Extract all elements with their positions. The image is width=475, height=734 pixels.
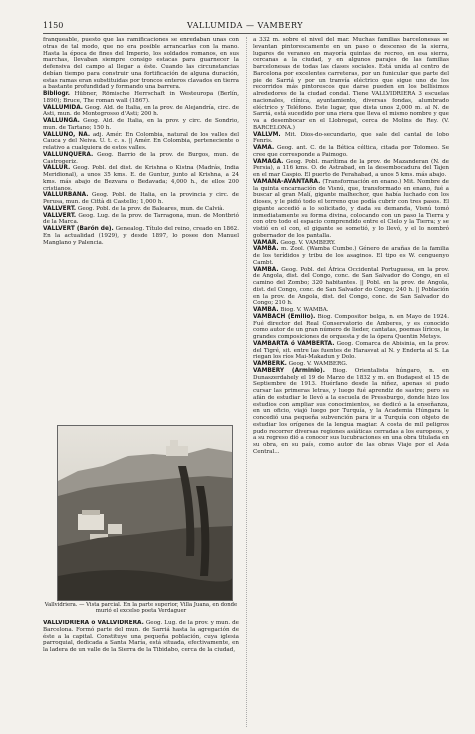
entry-text: Geog. Pobl. del África Occidental Portuguesa, en la prov. de Angola, dist. del Congo, conc. de San Salvador do Congo, en el camino del Zombo; 320 habitantes. || Pobl. en la prov. de Angola, dist. del Congo, conc. de San Salvador do Congo; 240 h. || Población en la prov. de Angola, dist. del Congo, conc. de San Salvador do Congo; 210 h. <box>253 266 449 307</box>
column-separator <box>246 37 247 727</box>
dictionary-entry <box>253 341 449 361</box>
dictionary-entry <box>253 361 449 368</box>
dictionary-entry <box>43 192 239 206</box>
entry-headword: VALLUNO, NA. <box>43 131 91 138</box>
page-number: 1150 <box>43 21 64 30</box>
entry-text: Geog. ant. C. de la Bética céltica, citada por Tolomeo. Se cree que corresponde a Paimogo. <box>253 145 449 158</box>
entry-headword: VALLUMIDA. <box>43 104 84 111</box>
dictionary-entry <box>253 132 449 146</box>
dictionary-entry <box>43 91 239 105</box>
dictionary-entry <box>43 132 239 152</box>
entry-text: Geog. Pobl. del dist. de Krishna o Kistna (Madrás, India Meridional), a unos 35 kms. E. de Guntur, junto al Krishna, a 24 kms. más abajo de Bezvara o Bedavada; 4,000 h., de ellos 200 cristianos. <box>43 165 239 192</box>
entry-text: Mit. Dios-do-secundario, que sale del cantal de lobo Fenris. <box>253 131 449 145</box>
entry-text: Geog. V. WAMBERG. <box>288 361 348 367</box>
dictionary-entry <box>43 226 239 246</box>
entry-text: Geog. Pobl. de la prov. de Baleares, mun. de Calvià. <box>77 205 225 212</box>
entry-text: Geog. Ald. de Italia, en la prov. y circ. de Sondrio, mun. de Tartano; 150 h. <box>43 118 239 131</box>
entry-headword: VAMBARTA ó VAMBERTA. <box>253 340 335 347</box>
entry-text: Geog. Ald. de Italia, en la prov. de Alejandría, circ. de Asti, mun. de Montegrosso d'Asti; 200 h. <box>43 104 239 118</box>
entry-headword: VAMBA. <box>253 266 279 273</box>
dictionary-entry <box>43 37 239 91</box>
entry-headword: VALLVERT. <box>43 205 77 212</box>
entry-text: franqueable, puesto que las ramificaciones se enredaban unas con otras de tal modo, que no era posible arrancarlas con la mano. Hasta la época de fines del Imperio, los soldados romanos, en sus marchas, llevaban siempre consigo estacas para guarnecer la defensiva del campo al llegar a éste. Cuando las circunstancias debían tiempo para construir una fortificación de alguna duración, estas ramas eran substituidas por troncos enteros clavados en tierra a bastante profundidad y formando una barrera. <box>43 37 239 91</box>
entry-text: Biog. Compositor belga, n. en Mayo de 1924. Fué director del Real Conservatorio de Amberes, y es conocido como autor de un gran número de lieder, cantatas, poemas líricos, le grandes composiciones de orquesta y de la ópera Quentin Metsys. <box>253 313 449 340</box>
entry-text: adj. Amér. En Colombia, natural de los valles del Cauca y del Neiva. U. t. c. s. || Amér. En Colombia, perteneciente o relativo a cualquiera de estos valles. <box>43 131 239 151</box>
entry-text: (Transformación en enano.) Mit. Nombre de la quinta encarnación de Visnú, que, transformado en enano, fué a buscar al gran Malí, gigante malhechor, que había luchado con los dioses, y le pidió todo el terreno que podía cubrir con tres pasos. El gigante accedió a lo solicitado, y dada su demanda, Visnú tomó inmediatamente su forma divina, colocando con un paso la Tierra y con otro todo el espacio comprendido entre el Cielo y la Tierra; y se vistió en el con, el gigante se sometió, y lo llevó, y el lo nombró gobernador de los pantalla. <box>253 178 449 239</box>
entry-headword: VALLURBANA. <box>43 192 89 199</box>
dictionary-entry <box>253 307 449 314</box>
entry-text: a 332 m. sobre el nivel del mar. Muchas familias barcelonesas se levantan pintorescamente en un paso o descenso de la sierra, lugares de veraneo en mayoría quintas de recreo, en esa sierra, cercanas a la ciudad, y en algunos parajes de las familias barcelonesas de todas las clases sociales. Está unida al centro de Barcelona por excelentes carreteras, por un funicular que parte del pie de Sarriá y por un tranvía eléctrico que sigue uno de los recorridos más pintorescos que darse pueden en los bellísimos alrededores de la ciudad condal. Tiene VALLVIDRIERA 3 escuelas nacionales, clínica, ayuntamiento, diversas fondas, alumbrado eléctrico y Teléfono. Este lugar, que dista unos 2,000 m. al N. de Sarriá, está sucedido por una riera que lleva el mismo nombre y que va a desembocar en el Llobregat, cerca de Molins de Rey. (V. BARCELONA.) <box>253 37 449 131</box>
dictionary-entry <box>253 179 449 240</box>
entry-text: Geog. Lug. de la prov. de Tarragona, mun. de Montbrió de la Marca. <box>43 212 239 226</box>
entry-text: Geog. Pobl. marítima de la prov. de Mazanderan (N. de Persia), a 116 kms. O. de Astrabad, en la desembocadura del Tajen en el mar Caspio. El puerto de Ferahabad, a unos 5 kms. más abajo. <box>253 158 449 178</box>
entry-headword: VAMBERK. <box>253 361 287 367</box>
dictionary-entry <box>253 368 449 456</box>
entry-headword: VAMBACH (Emilio). <box>253 313 316 320</box>
dictionary-entry <box>253 246 449 266</box>
running-title: VALLUMIDA — VAMBERY <box>186 21 304 30</box>
entry-headword: VAMA. <box>253 145 275 151</box>
entry-text: Genealog. Título del reino, creado en 1862. En la actualidad (1929), y desde 1897, lo posee don Manuel Manglano y Palencia. <box>43 226 239 246</box>
dictionary-entry <box>43 620 239 654</box>
entry-headword: VAMBERY (Arminio). <box>253 367 325 374</box>
entry-headword: VAMAR. <box>253 239 279 246</box>
entry-headword: VAMBA. <box>253 246 279 253</box>
entry-text: Geog. Barrio de la prov. de Burgos, mun. de Castrogeriz. <box>43 151 239 165</box>
entry-headword: VALLUR. <box>43 165 71 172</box>
entry-text: Biog. V. WAMBA. <box>280 307 329 313</box>
entry-headword: VALLVERT. <box>43 212 77 219</box>
entry-text: Biog. Orientalista húngaro, n. en Dunaszerdahely el 19 de Marzo de 1832 y m. en Budapest el 15 de Septiembre de 1913. Huérfano desde la niñez, apenas si pudo cursar las primeras letras, y luego fué aprendiz de sastre; pero su afán de estudiar le llevó a la escuela de Pressburgo, donde hizo los estudios con ampliar sus conocimientos, se dedicó a la enseñanza, en un oficio, viajó luego por Turquía, y la Academia Húngara le concedió una pequeña subvención para ir a Turquía con objeto de estudiar los orígenes de la lengua magiar. A costa de mil peligros pudo recorrer diversas regiones asiáticas cerradas a los europeos, y a su regreso dió a conocer sus lucubraciones en una obra titulada en su obra, en su país, como autor de las obras Viaje por el Asia Central... <box>253 367 449 455</box>
left-column-continued <box>43 620 239 720</box>
entry-headword: VAMAGA. <box>253 158 284 165</box>
dictionary-entry <box>43 206 239 213</box>
vallvidriera-photo <box>57 425 233 601</box>
entry-text: Geog. Lug. de la prov. y mun. de Barcelona. Formó parte del mun. de Sarriá hasta la agregación de éste a la capital. Constituye una pequeña población, cuya iglesia parroquial, dedicada a Santa María, está situada, efectivamente, en la ladera de un valle de la Sierra de la Tibidabo, cerca de la ciudad, <box>43 620 239 653</box>
entry-text: Geog. Pobl. de Italia, en la provincia y circ. de Perusa, mun. de Città di Castello; 1,000 h. <box>43 192 239 205</box>
left-column <box>43 37 239 439</box>
dictionary-entry <box>253 159 449 179</box>
dictionary-entry <box>253 37 449 132</box>
entry-headword: VAMANA-AVANTARA. <box>253 178 321 185</box>
dictionary-entry <box>253 145 449 159</box>
entry-headword: VALLUNGA. <box>43 118 80 124</box>
entry-text: Hübner, Römische Herrschaft in Westeuropa (Berlín, 1890); Bruce, The roman wall (1867). <box>43 91 239 104</box>
entry-text: Geog. V. VAMBERY. <box>280 239 336 246</box>
dictionary-entry <box>253 314 449 341</box>
entry-text: m. Zool. (Wamba Cumbe.) Género de arañas de la familia de los terídidos y tribu de los asaginos. El tipo es W. cenguenyo Cambt. <box>253 246 449 266</box>
entry-text: Geog. Comarca de Abisinia, en la prov. del Tigré, sit. entre las fuentes de Harasvat al N. y Enderta al S. La riegan los ríos Mai-Makadun y Dolo. <box>253 340 449 361</box>
running-header <box>43 21 447 31</box>
entry-headword: VALLVM. <box>253 131 281 138</box>
entry-headword: VALLUNQUERA. <box>43 151 94 158</box>
entry-headword: VALLVERT (Barón de). <box>43 226 114 232</box>
dictionary-entry <box>253 267 449 308</box>
photo-caption: Vallvidriera. — Vista parcial. En la parte superior, Villa Juana, en donde murió el excelso poeta Verdaguer <box>44 602 238 615</box>
dictionary-entry <box>43 152 239 166</box>
dictionary-entry <box>43 105 239 119</box>
right-column <box>253 37 449 727</box>
entry-headword: Bibliogr. <box>43 91 70 97</box>
entry-headword: VALLVIDRIERA ó VALLVIDRERA. <box>43 620 144 626</box>
dictionary-entry <box>43 165 239 192</box>
dictionary-entry <box>43 213 239 227</box>
entry-headword: VAMBA. <box>253 307 279 313</box>
header-rule <box>43 33 447 34</box>
dictionary-entry <box>43 118 239 132</box>
